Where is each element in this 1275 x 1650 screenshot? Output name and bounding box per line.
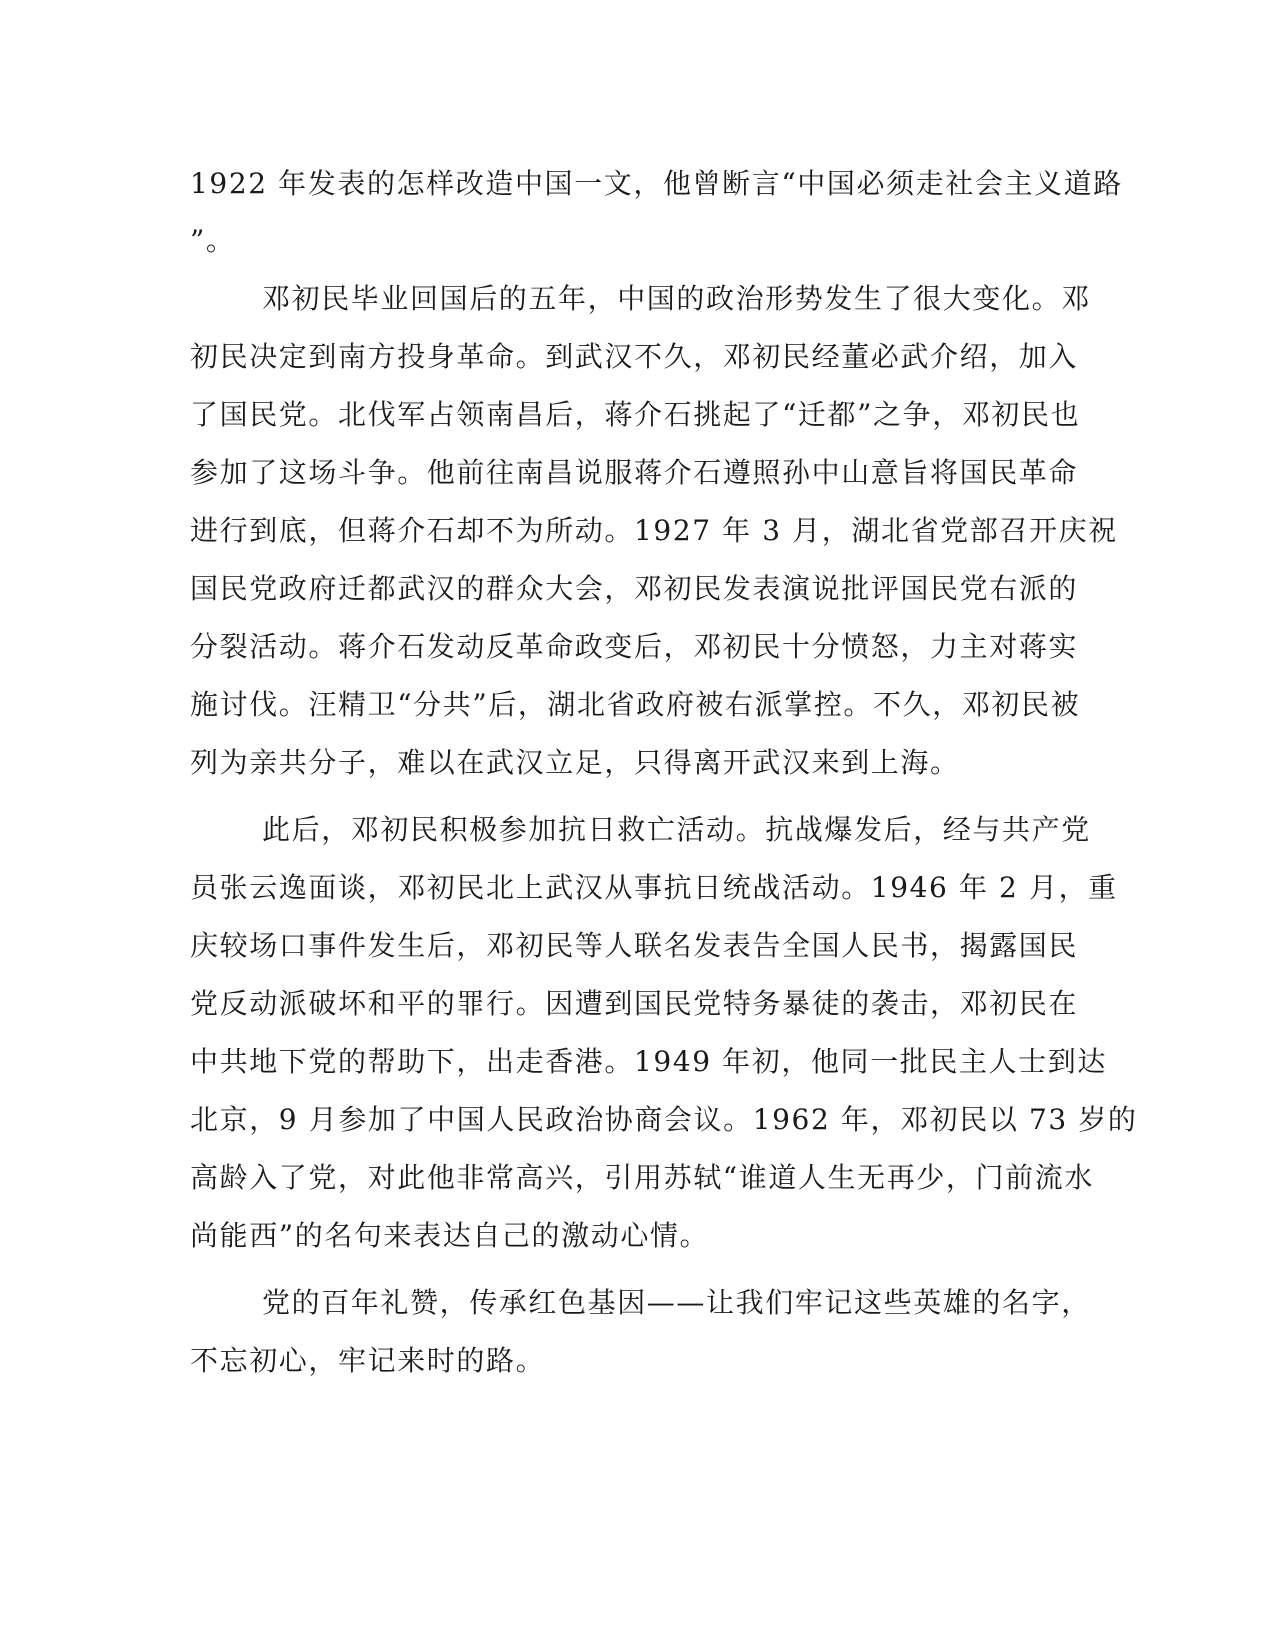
text-line: 了国民党。北伐军占领南昌后，蒋介石挑起了“迁都”之争，邓初民也 <box>190 398 1081 431</box>
text-line: 庆较场口事件发生后，邓初民等人联名发表告全国人民书，揭露国民 <box>190 929 1079 962</box>
text-line: 党反动派破坏和平的罪行。因遭到国民党特务暴徒的袭击，邓初民在 <box>190 987 1079 1020</box>
paragraph-first-line: 党的百年礼赞，传承红色基因——让我们牢记这些英雄的名字， <box>262 1286 1091 1319</box>
text-line: 参加了这场斗争。他前往南昌说服蒋介石遵照孙中山意旨将国民革命 <box>190 456 1079 489</box>
text-line: 分裂活动。蒋介石发动反革命政变后，邓初民十分愤怒，力主对蒋实 <box>190 630 1079 663</box>
text-line: 北京，9 月参加了中国人民政治协商会议。1962 年，邓初民以 73 岁的 <box>190 1103 1138 1136</box>
text-line: 进行到底，但蒋介石却不为所动。1927 年 3 月，湖北省党部召开庆祝 <box>190 514 1118 547</box>
text-line: 尚能西”的名句来表达自己的激动心情。 <box>190 1219 710 1252</box>
text-line: 初民决定到南方投身革命。到武汉不久，邓初民经董必武介绍，加入 <box>190 340 1079 373</box>
text-line: 施讨伐。汪精卫“分共”后，湖北省政府被右派掌控。不久，邓初民被 <box>190 688 1081 721</box>
text-line: 不忘初心，牢记来时的路。 <box>190 1344 546 1377</box>
text-line: ”。 <box>190 224 236 257</box>
text-line: 列为亲共分子，难以在武汉立足，只得离开武汉来到上海。 <box>190 746 960 779</box>
text-line: 1922 年发表的怎样改造中国一文，他曾断言“中国必须走社会主义道路 <box>190 167 1123 200</box>
text-line: 中共地下党的帮助下，出走香港。1949 年初，他同一批民主人士到达 <box>190 1045 1107 1078</box>
text-line: 员张云逸面谈，邓初民北上武汉从事抗日统战活动。1946 年 2 月，重 <box>190 871 1118 904</box>
paragraph-first-line: 邓初民毕业回国后的五年，中国的政治形势发生了很大变化。邓 <box>262 282 1091 315</box>
paragraph-first-line: 此后，邓初民积极参加抗日救亡活动。抗战爆发后，经与共产党 <box>262 813 1091 846</box>
text-line: 高龄入了党，对此他非常高兴，引用苏轼“谁道人生无再少，门前流水 <box>190 1161 1094 1194</box>
text-line: 国民党政府迁都武汉的群众大会，邓初民发表演说批评国民党右派的 <box>190 572 1079 605</box>
